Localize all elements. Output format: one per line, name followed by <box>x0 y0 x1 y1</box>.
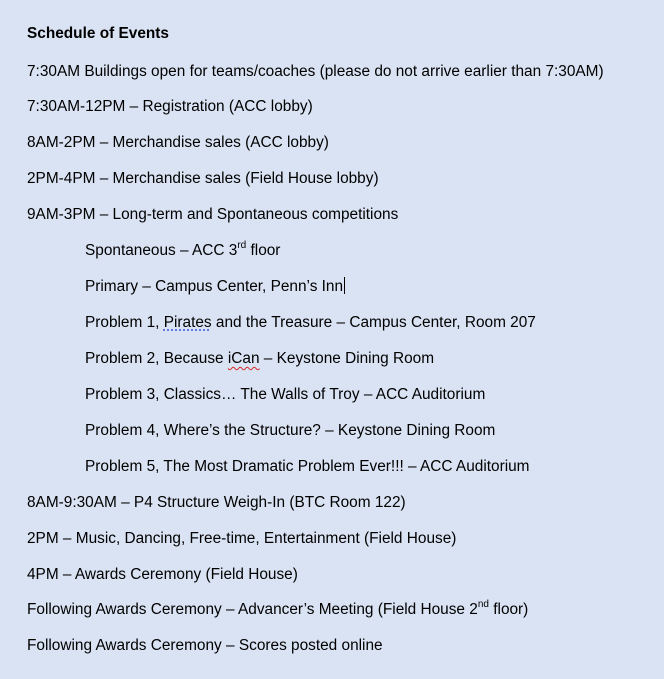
problem-1-prefix: Problem 1, <box>85 314 164 331</box>
advancers-text: Following Awards Ceremony – Advancer’s Meeting (Field House 2 <box>27 601 478 618</box>
ordinal-suffix: nd <box>477 598 489 610</box>
sub-item-spontaneous <box>85 241 280 261</box>
schedule-item-buildings-open: 7:30AM Buildings open for teams/coaches (please do not arrive earlier than 7:30AM) <box>27 63 604 80</box>
schedule-item-registration: 7:30AM-12PM – Registration (ACC lobby) <box>27 98 313 115</box>
schedule-item-competitions: 9AM-3PM – Long-term and Spontaneous competitions <box>27 206 399 223</box>
spelling-flagged-word[interactable]: iCan <box>227 350 260 367</box>
sub-item-problem-2 <box>85 349 434 369</box>
schedule-item-advancers-meeting <box>27 600 528 620</box>
problem-2-prefix: Problem 2, Because <box>85 350 228 367</box>
spontaneous-text-end: floor <box>246 242 281 259</box>
sub-item-primary[interactable] <box>85 277 345 297</box>
schedule-item-music: 2PM – Music, Dancing, Free-time, Entertainment (Field House) <box>27 530 457 547</box>
advancers-text-end: floor) <box>488 601 529 618</box>
schedule-title: Schedule of Events <box>27 25 169 42</box>
ordinal-suffix: rd <box>237 239 247 251</box>
primary-text: Primary – Campus Center, Penn’s Inn <box>85 278 344 295</box>
spontaneous-text: Spontaneous – ACC 3 <box>85 242 238 259</box>
text-cursor <box>344 277 345 294</box>
sub-item-problem-4: Problem 4, Where’s the Structure? – Keystone Dining Room <box>85 422 496 439</box>
sub-item-problem-3: Problem 3, Classics… The Walls of Troy – ACC Auditorium <box>85 386 486 403</box>
schedule-item-merch-fieldhouse: 2PM-4PM – Merchandise sales (Field House lobby) <box>27 170 379 187</box>
schedule-item-awards: 4PM – Awards Ceremony (Field House) <box>27 566 298 583</box>
grammar-flagged-word[interactable]: Pirates <box>163 314 212 331</box>
problem-1-suffix: and the Treasure – Campus Center, Room 207 <box>211 314 536 331</box>
schedule-item-weigh-in: 8AM-9:30AM – P4 Structure Weigh-In (BTC Room 122) <box>27 494 406 511</box>
schedule-item-merch-acc: 8AM-2PM – Merchandise sales (ACC lobby) <box>27 134 329 151</box>
sub-item-problem-1 <box>85 313 536 333</box>
problem-2-suffix: – Keystone Dining Room <box>259 350 435 367</box>
schedule-item-scores: Following Awards Ceremony – Scores posted online <box>27 637 383 654</box>
sub-item-problem-5: Problem 5, The Most Dramatic Problem Ever!!! – ACC Auditorium <box>85 458 530 475</box>
